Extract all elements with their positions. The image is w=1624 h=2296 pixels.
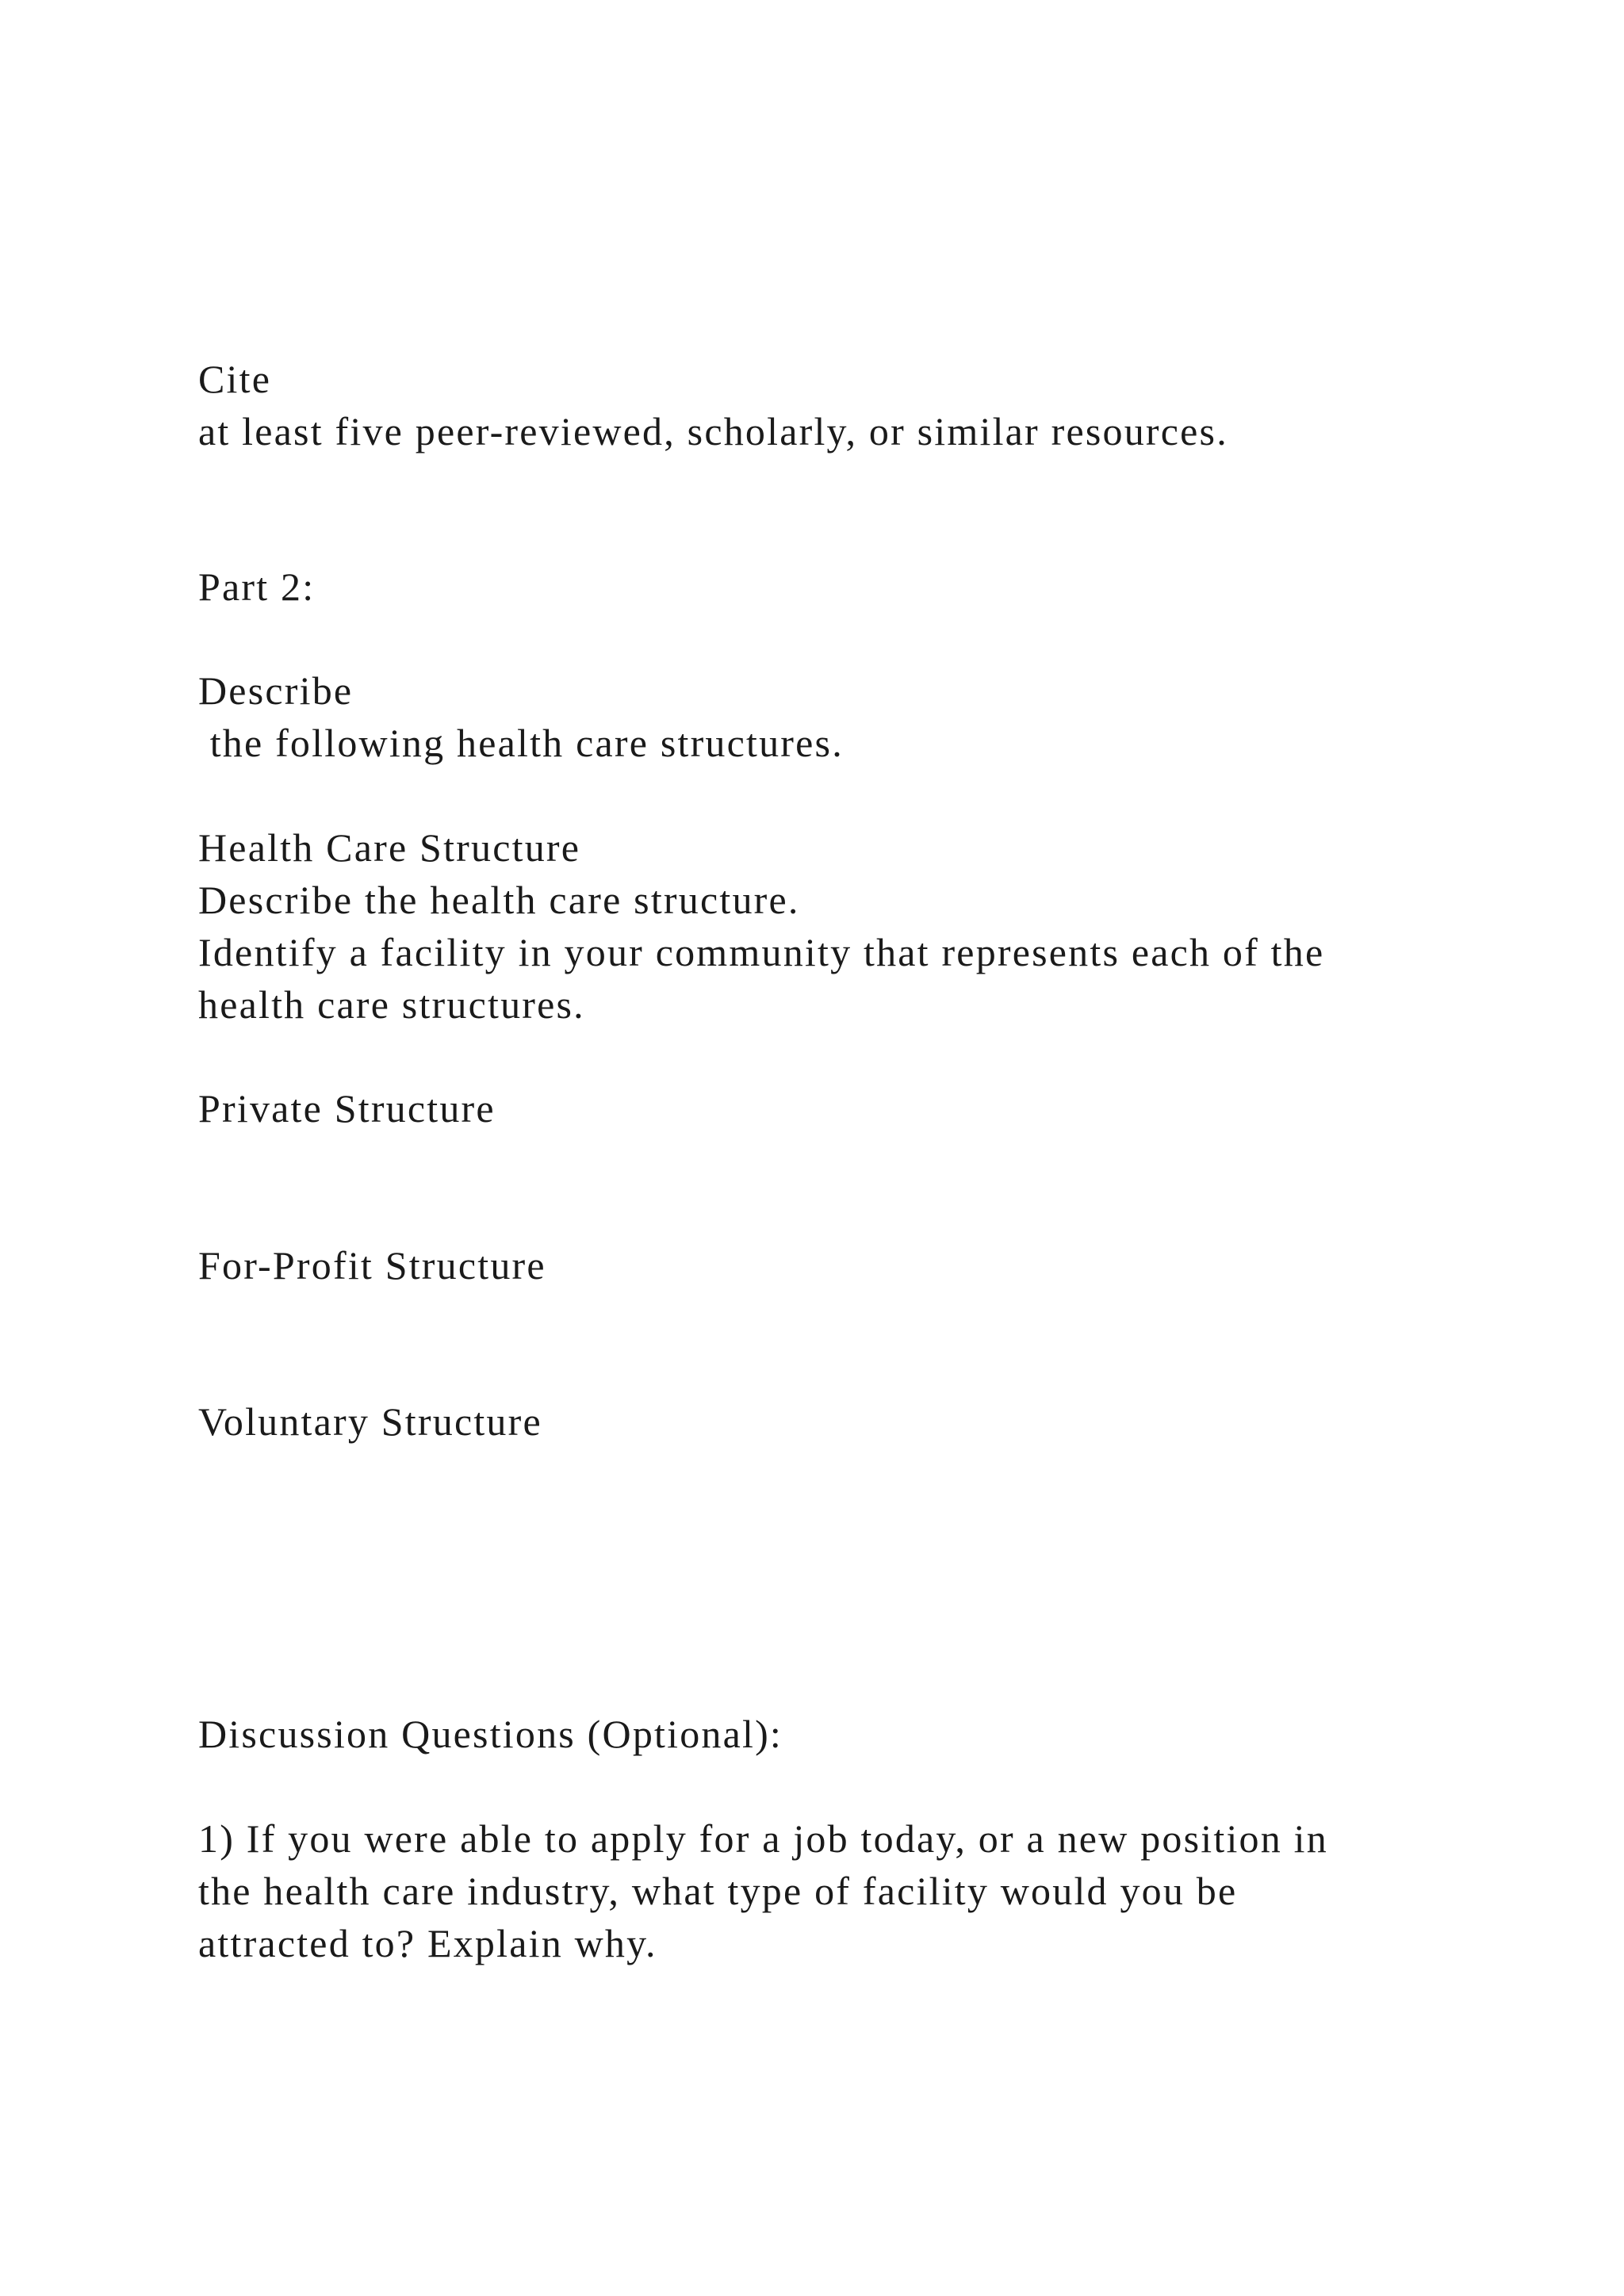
describe-text: the following health care structures. — [198, 721, 844, 765]
table-row-voluntary: Voluntary Structure — [198, 1399, 542, 1444]
cite-label: Cite — [198, 357, 272, 401]
table-header-identify-cont: health care structures. — [198, 982, 585, 1027]
table-header-describe: Describe the health care structure. — [198, 878, 800, 922]
table-row-private: Private Structure — [198, 1086, 496, 1131]
cite-text: at least five peer-reviewed, scholarly, or similar resources. — [198, 409, 1228, 453]
describe-label: Describe — [198, 668, 354, 713]
discussion-heading: Discussion Questions (Optional): — [198, 1712, 783, 1756]
discussion-question-1-end: attracted to? Explain why. — [198, 1921, 657, 1965]
discussion-question-1-cont: the health care industry, what type of facility would you be — [198, 1869, 1238, 1913]
table-header-identify: Identify a facility in your community that represents each of the — [198, 930, 1325, 974]
table-header-structure: Health Care Structure — [198, 825, 581, 870]
table-row-for-profit: For-Profit Structure — [198, 1243, 546, 1288]
discussion-question-1: 1) If you were able to apply for a job today, or a new position in — [198, 1816, 1328, 1861]
part-heading: Part 2: — [198, 564, 316, 609]
